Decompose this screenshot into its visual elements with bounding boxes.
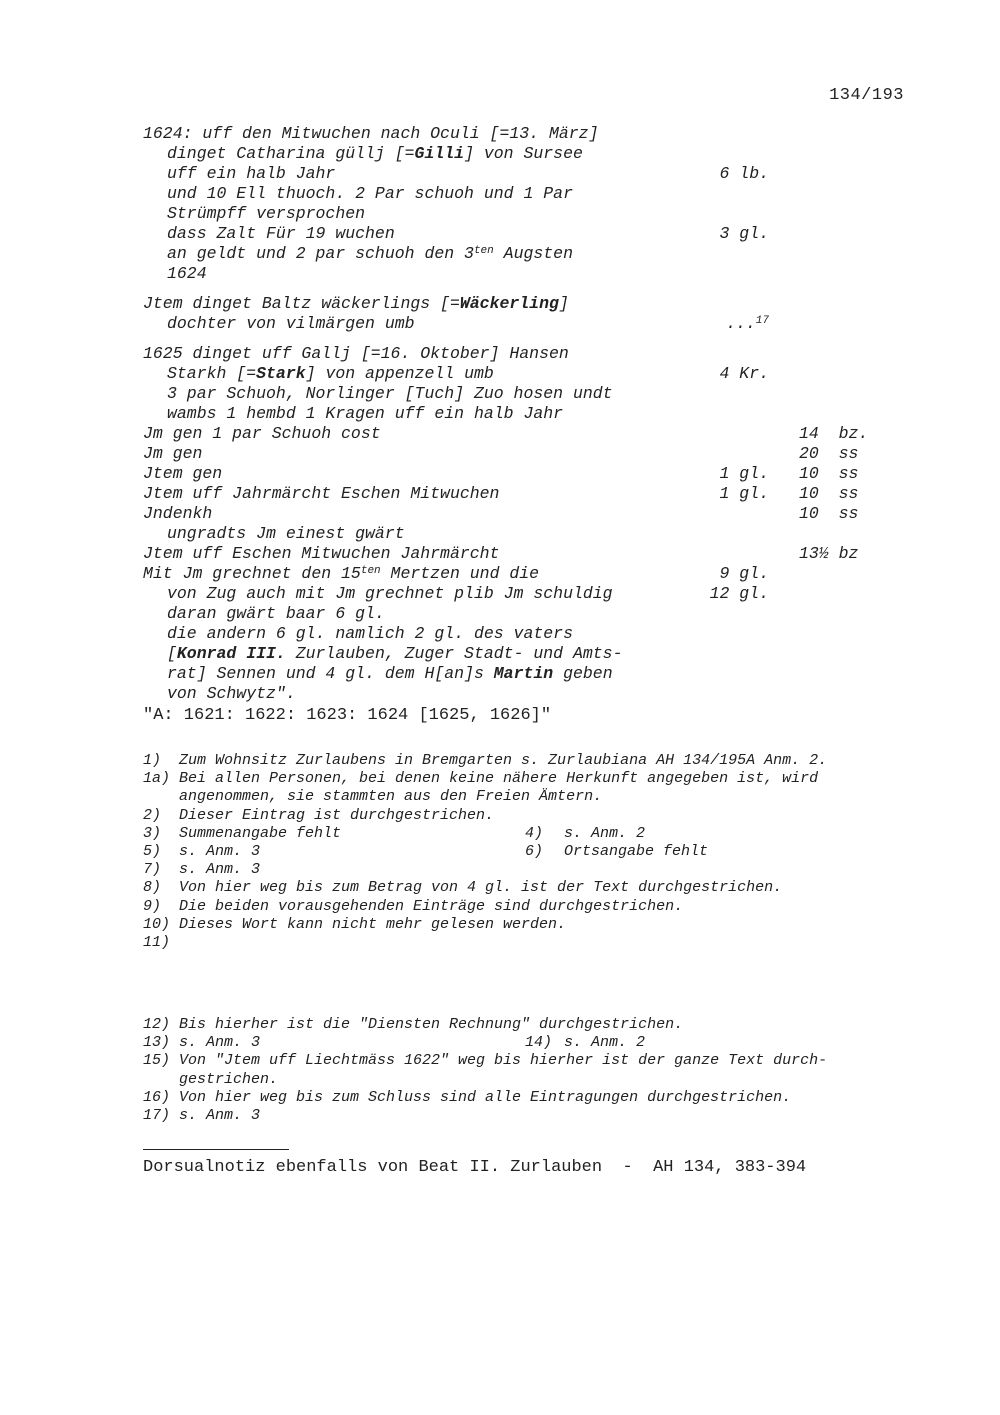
footnotes [143,752,923,1125]
name-emphasis: Konrad III. [176,644,286,663]
amount-secondary: 13½ bz [799,544,859,563]
footnote: 11) [143,933,171,951]
amount-secondary: 10 ss [799,504,859,523]
separator-rule [143,1149,289,1150]
ledger-line: von Zug auch mit Jm grechnet plib Jm schuldig 12 gl. [167,584,769,603]
amount: ...$^{17}$ [726,314,769,333]
ledger-line: Starkh [=Stark] von appenzell umb 4 Kr. [167,364,769,383]
amount: 4 Kr. [719,364,769,383]
amount: 1 gl. [719,464,769,483]
ledger-line: Jtem dinget Baltz wäckerlings [=Wäckerling] [143,294,569,313]
ledger-line: dinget Catharina güllj [=Gilli] von Sursee [167,144,583,163]
footnote: 10) Dieses Wort kann nicht mehr gelesen werden. [143,915,567,933]
ledger-line: 1625 dinget uff Gallj [=16. Oktober] Hansen [143,344,569,363]
amount: 12 gl. [709,584,769,603]
ledger-line: uff ein halb Jahr 6 lb. [167,164,769,183]
footnote: 3) Summenangabe fehlt 4) s. Anm. 2 [143,824,646,842]
ledger-line: rat] Sennen und 4 gl. dem H[an]s Martin geben [167,664,613,683]
ledger-line: von Schwytz". [167,684,296,703]
footnote-continuation: gestrichen. [179,1070,279,1088]
footnote: 1) Zum Wohnsitz Zurlaubens in Bremgarten s. Zurlaubiana AH 134/195A Anm. 2. [143,752,828,769]
name-emphasis: Gilli [414,144,465,163]
name-emphasis: Stark [256,364,306,383]
amount: 9 gl. [719,564,769,583]
footnote-continuation: angenommen, sie stammten aus den Freien Ämtern. [179,788,603,806]
page-number: 134/193 [829,86,904,105]
footnote: 7) s. Anm. 3 [143,861,261,879]
ledger-line: und 10 Ell thuoch. 2 Par schuoh und 1 Par [167,184,573,203]
footnote: 17) s. Anm. 3 [143,1107,261,1124]
footnote: 16) Von hier weg bis zum Schluss sind alle Eintragungen durchgestrichen. [143,1088,792,1106]
ledger-line: Jndenkh 10 ss [143,504,859,523]
ledger-line: Jtem gen 1 gl. 10 ss [143,464,859,483]
name-emphasis: Martin [493,664,554,683]
ledger-line: Jm gen 20 ss [143,444,859,463]
ledger-line: Jtem uff Jahrmärcht Eschen Mitwuchen 1 gl. 10 ss [143,484,859,503]
ledger-line: die andern 6 gl. namlich 2 gl. des vaters [167,624,573,643]
ledger-line: an geldt und 2 par schuoh den $3^{ten}$ Augsten [167,244,573,263]
dorsal-note: Dorsualnotiz ebenfalls von Beat II. Zurlauben - AH 134, 383-394 [143,1158,807,1177]
ledger-line: wambs 1 hembd 1 Kragen uff ein halb Jahr [167,404,564,423]
footnote: 8) Von hier weg bis zum Betrag von 4 gl. ist der Text durchgestrichen. [143,879,783,897]
footnote: 13) s. Anm. 3 14) s. Anm. 2 [143,1034,646,1052]
ledger-line: dochter von vilmärgen umb ...$^{17}$ [167,314,769,333]
footnote: 2) Dieser Eintrag ist durchgestrichen. [143,806,495,824]
ledger-line: daran gwärt baar 6 gl. [167,604,385,623]
ledger-line: Jtem uff Eschen Mitwuchen Jahrmärcht 13½ bz [143,544,859,563]
name-emphasis: Wäckerling [459,294,559,313]
ledger-line: Mit Jm grechnet den $15^{ten}$ Mertzen und die 9 gl. [143,564,769,583]
amount-secondary: 10 ss [799,484,859,503]
footnote: 15) Von "Jtem uff Liechtmäss 1622" weg bis hierher ist der ganze Text durch- [143,1052,828,1070]
footnote: 12) Bis hierher ist die "Diensten Rechnung" durchgestrichen. [143,1016,684,1034]
ledger-line: 1624 [167,264,207,283]
amount-secondary: 10 ss [799,464,859,483]
amount: 1 gl. [719,484,769,503]
ledger-line: dass Zalt Für 19 wuchen 3 gl. [167,224,769,243]
ledger-line: 3 par Schuoh, Norlinger [Tuch] Zuo hosen undt [167,384,613,403]
amount-secondary: 20 ss [799,444,859,463]
footnote: 5) s. Anm. 3 6) Ortsangabe fehlt [143,842,709,860]
amount: 6 lb. [719,164,769,183]
amount: 3 gl. [719,224,769,243]
ledger-line: ungradts Jm einest gwärt [167,524,405,543]
ledger-line: Strümpff versprochen [167,204,366,223]
ledger-text [143,124,903,726]
amount-secondary: 14 bz. [799,424,869,443]
archive-line: "A: 1621: 1622: 1623: 1624 [1625, 1626]" [143,706,552,725]
ledger-line: [Konrad III. Zurlauben, Zuger Stadt- und Amts- [167,644,623,663]
footnote: 1a) Bei allen Personen, bei denen keine nähere Herkunft angegeben ist, wird [143,770,819,788]
ledger-line: 1624: uff den Mitwuchen nach Oculi [=13. März] [143,124,599,143]
footnote: 9) Die beiden vorausgehenden Einträge sind durchgestrichen. [143,897,684,915]
ledger-line: Jm gen 1 par Schuoh cost 14 bz. [143,424,869,443]
